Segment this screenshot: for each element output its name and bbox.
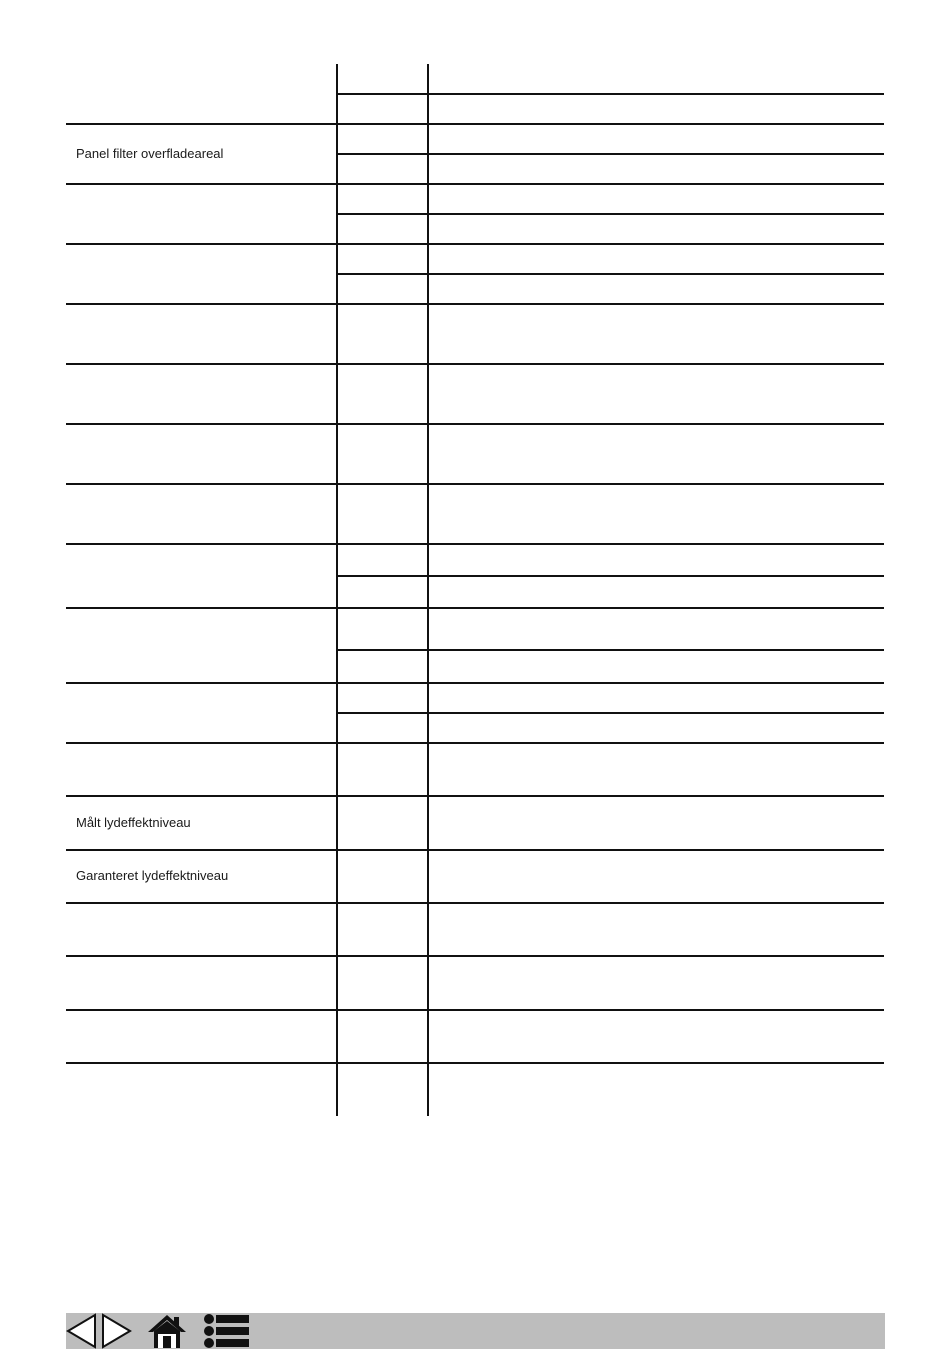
navigation-bar	[66, 1313, 885, 1349]
sub-row-divider	[337, 712, 884, 714]
row-divider	[66, 423, 884, 425]
row-divider	[66, 955, 884, 957]
row-divider	[66, 1009, 884, 1011]
guaranteed-sound-power-label: Garanteret lydeffektniveau	[76, 868, 229, 883]
row-divider	[66, 543, 884, 545]
previous-page-button[interactable]	[66, 1313, 98, 1349]
row-divider	[66, 483, 884, 485]
column-divider	[336, 64, 338, 1116]
column-divider	[427, 64, 429, 1116]
row-divider	[66, 902, 884, 904]
row-divider	[66, 742, 884, 744]
sub-row-divider	[337, 213, 884, 215]
row-divider	[66, 682, 884, 684]
list-icon	[202, 1313, 252, 1349]
row-divider	[66, 303, 884, 305]
row-divider	[66, 123, 884, 125]
panel-filter-surface-label: Panel filter overfladeareal	[76, 146, 224, 161]
row-divider	[66, 1062, 884, 1064]
row-divider	[66, 183, 884, 185]
sub-row-divider	[337, 649, 884, 651]
arrow-right-icon	[101, 1313, 133, 1349]
sub-row-divider	[337, 575, 884, 577]
row-divider	[66, 795, 884, 797]
home-button[interactable]	[146, 1313, 188, 1349]
contents-button[interactable]	[202, 1313, 252, 1349]
next-page-button[interactable]	[101, 1313, 133, 1349]
arrow-left-icon	[66, 1313, 98, 1349]
measured-sound-power-label: Målt lydeffektniveau	[76, 815, 191, 830]
sub-row-divider	[337, 93, 884, 95]
sub-row-divider	[337, 153, 884, 155]
home-icon	[146, 1313, 188, 1349]
row-divider	[66, 607, 884, 609]
row-divider	[66, 243, 884, 245]
row-divider	[66, 849, 884, 851]
row-divider	[66, 363, 884, 365]
sub-row-divider	[337, 273, 884, 275]
